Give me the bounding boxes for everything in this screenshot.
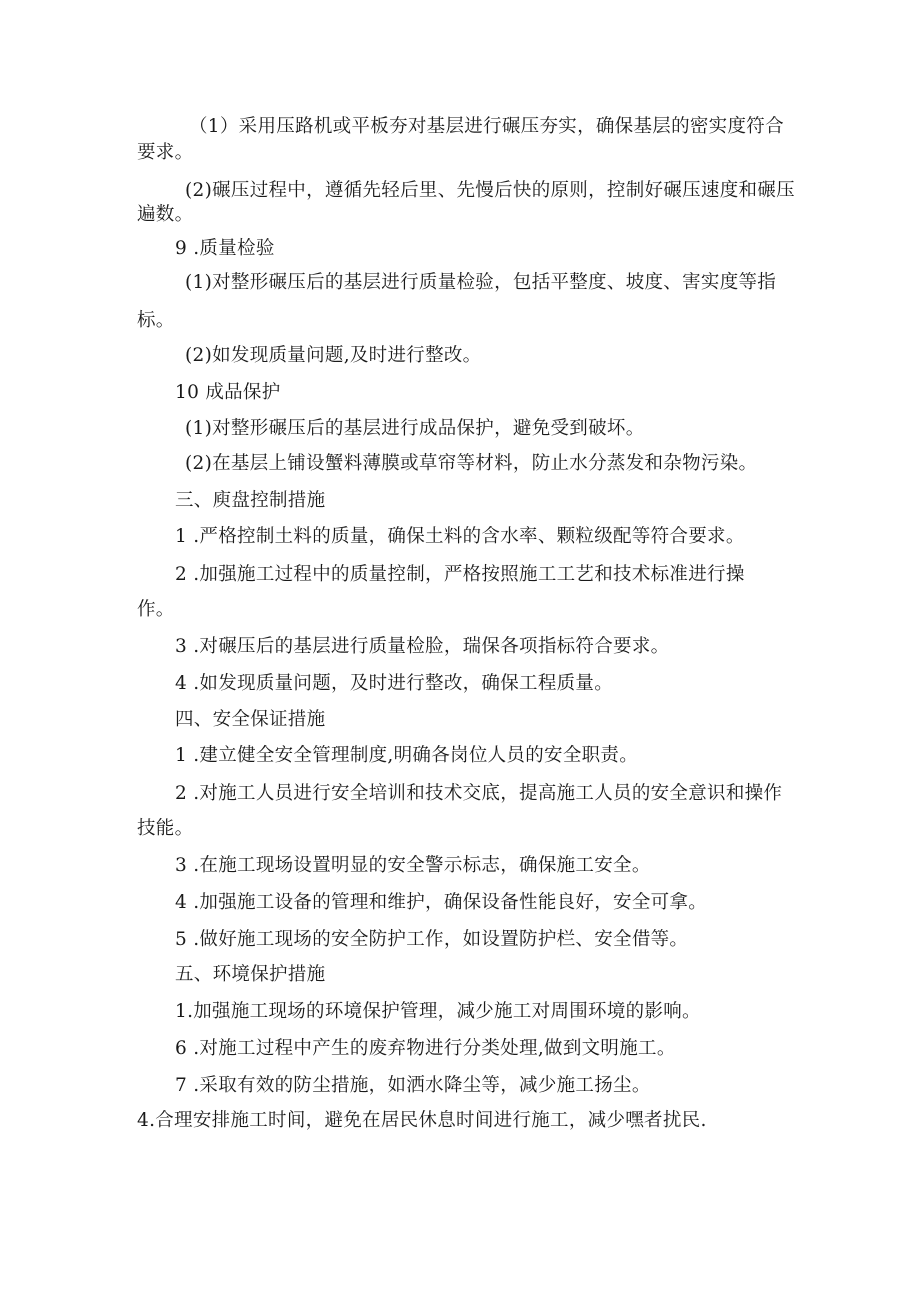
paragraph-line: 7 .采取有效的防尘措施，如洒水降尘等，减少施工扬尘。: [175, 1075, 651, 1096]
paragraph-line: 遍数。: [137, 204, 194, 225]
paragraph-line: 4.合理安排施工时间，避免在居民休息时间进行施工，减少嘿者扰民.: [137, 1110, 707, 1131]
paragraph-line: (2)如发现质量问题,及时进行整改。: [185, 345, 482, 366]
section-heading: 9 .质量检验: [175, 238, 275, 259]
section-heading: 10 成品保护: [175, 382, 281, 403]
paragraph-line: 5 .做好施工现场的安全防护工作，如设置防护栏、安全借等。: [175, 929, 689, 950]
paragraph-line: 3 .在施工现场设置明显的安全警示标志，确保施工安全。: [175, 855, 651, 876]
chapter-heading: 五、环境保护措施: [175, 964, 326, 985]
chapter-heading: 三、庾盘控制措施: [175, 490, 326, 511]
paragraph-line: 3 .对碾压后的基层进行质量检脸，瑞保各项指标符合要求。: [175, 636, 670, 657]
paragraph-line: (1)对整形碾压后的基层进行质量检验，包括平整度、坡度、害实度等指: [185, 272, 777, 293]
paragraph-line: 6 .对施工过程中产生的废弃物进行分类处理,做到文明施工。: [175, 1038, 676, 1059]
paragraph-line: (1)对整形碾压后的基层进行成品保护，避免受到破坏。: [185, 418, 645, 439]
chapter-heading: 四、安全保证措施: [175, 709, 326, 730]
paragraph-line: 1.加强施工现场的环境保护管理，减少施工对周围环境的影响。: [175, 1001, 701, 1022]
paragraph-line: 4 .如发现质量问题，及时进行整改，确保工程质量。: [175, 673, 614, 694]
paragraph-line: （1）采用压路机或平板夯对基层进行碾压夯实，确保基层的密实度符合: [189, 116, 784, 137]
paragraph-line: 1 .建立健全安全管理制度,明确各岗位人员的安全职责。: [175, 745, 639, 766]
paragraph-line: 4 .加强施工设备的管理和维护，确保设备性能良好，安全可拿。: [175, 892, 708, 913]
paragraph-line: (2)碾压过程中，遵循先轻后里、先慢后快的原则，控制好碾压速度和碾压: [185, 180, 795, 201]
paragraph-line: 要求。: [137, 142, 194, 163]
paragraph-line: 标。: [137, 310, 175, 331]
paragraph-line: (2)在基层上铺设蟹料薄膜或草帘等材料，防止水分蒸发和杂物污染。: [185, 453, 758, 474]
paragraph-line: 作。: [137, 599, 175, 620]
paragraph-line: 1 .严格控制土料的质量，确保土料的含水率、颗粒级配等符合要求。: [175, 526, 745, 547]
paragraph-line: 2 .对施工人员进行安全培训和技术交底，提高施工人员的安全意识和操作: [175, 783, 783, 804]
paragraph-line: 技能。: [137, 818, 194, 839]
paragraph-line: 2 .加强施工过程中的质量控制，严格按照施工工艺和技术标准进行操: [175, 564, 745, 585]
